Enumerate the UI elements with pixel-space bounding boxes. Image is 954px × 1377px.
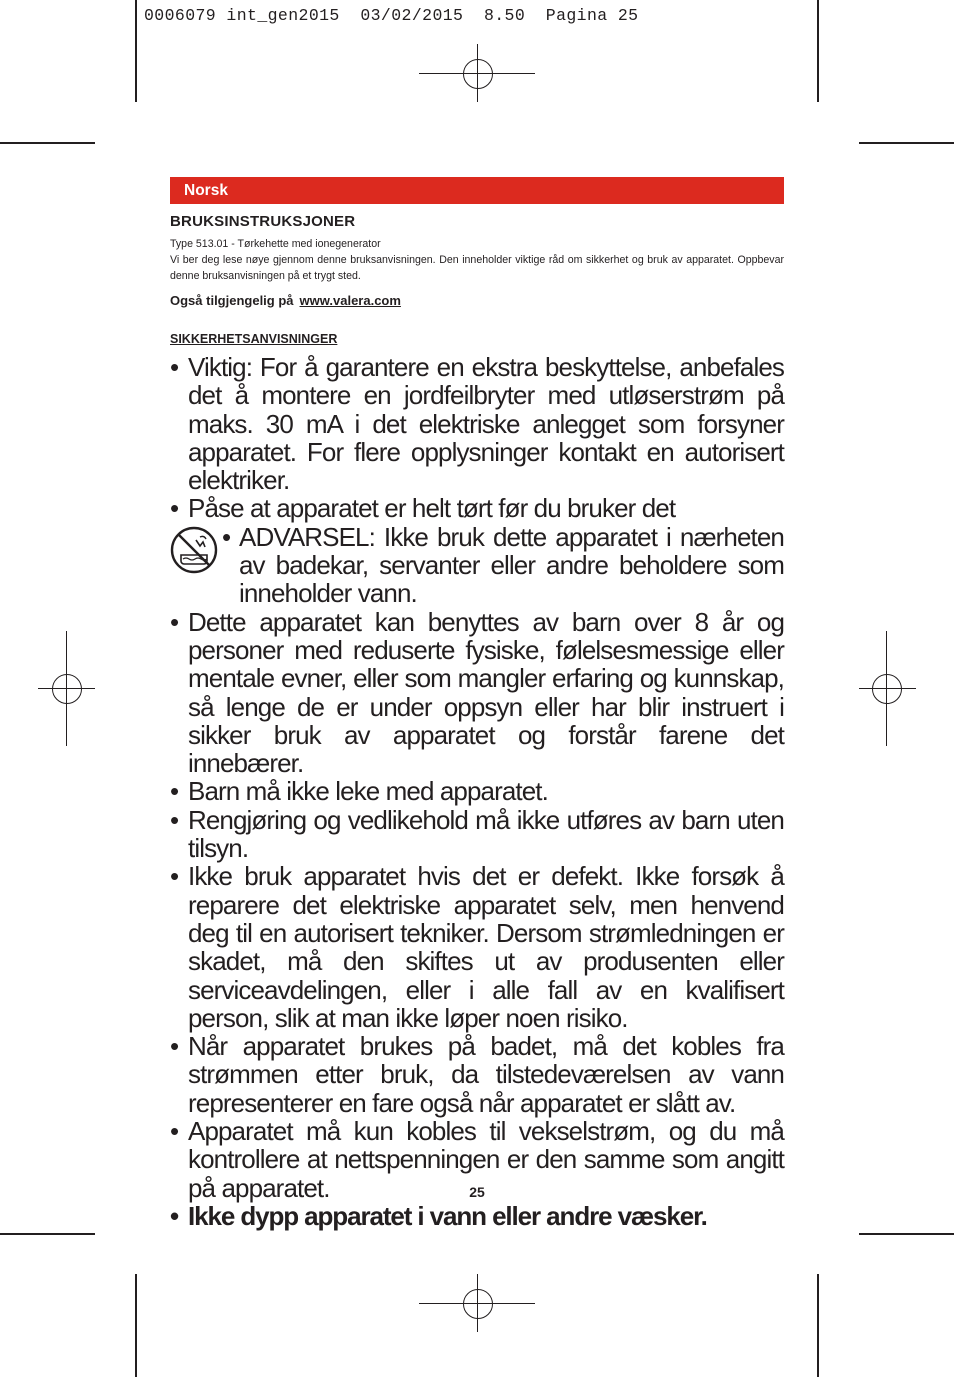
type-line: Type 513.01 - Tørkehette med ionegenerator	[170, 238, 381, 250]
no-bathtub-warning-icon	[170, 526, 218, 579]
bullet-dot: •	[170, 861, 179, 892]
website-link[interactable]: www.valera.com	[299, 293, 401, 308]
safety-bullet-item	[170, 353, 784, 494]
safety-instructions-list	[170, 353, 784, 1230]
safety-bullet-item	[170, 862, 784, 1032]
page-title: BRUKSINSTRUKSJONER	[170, 213, 356, 230]
crop-mark	[135, 1274, 137, 1377]
safety-bullet-item	[170, 523, 784, 608]
crop-mark	[0, 142, 95, 144]
bullet-dot: •	[170, 352, 179, 382]
bullet-text: Ikke bruk apparatet hvis det er defekt. Ikke forsøk å reparere det elektriske apparatet selv, men henvend deg til en autorisert tekniker. Dersom strømledningen er skadet, må den skiftes ut av produsenten eller serviceavdelingen, eller i alle fall av en kvalifisert person, slik at man ikke løper noen risiko.	[188, 861, 784, 1033]
bullet-text: Når apparatet brukes på badet, må det kobles fra strømmen etter bruk, da tilstedeværelsen av vann representerer en fare også når apparatet er slått av.	[188, 1031, 784, 1118]
availability-label: Også tilgjengelig på	[170, 293, 294, 308]
bullet-text: Dette apparatet kan benyttes av barn over 8 år og personer med reduserte fysiske, følelsesmessige eller mentale evner, eller som mangler erfaring og kunnskap, så lenge de er under oppsyn eller har blir instruert i sikker bruk av apparatet og forstår farene det innebærer.	[188, 606, 784, 779]
safety-bullet-item	[170, 777, 784, 805]
crop-mark	[817, 1274, 819, 1377]
bullet-text: ADVARSEL: Ikke bruk dette apparatet i nærheten av badekar, servanter eller andre beholdere som inneholder vann.	[239, 521, 784, 609]
bullet-text: Viktig: For å garantere en ekstra beskyttelse, anbefales det å montere en jordfeilbryter med utløserstrøm på maks. 30 mA i det elektriske anlegget som forsyner apparatet. For flere opplysninger kontakt en autorisert elektriker.	[188, 352, 784, 496]
bullet-dot: •	[170, 1116, 179, 1147]
bullet-text: Påse at apparatet er helt tørt før du bruker det	[188, 493, 676, 524]
safety-bullet-item	[170, 1032, 784, 1117]
print-slug: 0006079 int_gen2015 03/02/2015 8.50 Pagina 25	[144, 6, 639, 25]
intro-paragraph: Vi ber deg lese nøye gjennom denne bruksanvisningen. Den inneholder viktige råd om sikkerhet og bruk av apparatet. Oppbevar denne bruksanvisningen på et trygt sted.	[170, 254, 784, 282]
bullet-text: Rengjøring og vedlikehold må ikke utføres av barn uten tilsyn.	[188, 804, 784, 864]
crop-mark	[817, 0, 819, 102]
safety-bullet-item	[170, 1202, 784, 1230]
safety-bullet-item	[170, 608, 784, 778]
bullet-text: Barn må ikke leke med apparatet.	[188, 776, 548, 807]
bullet-dot: •	[170, 606, 179, 637]
safety-bullet-item	[170, 806, 784, 863]
safety-bullet-item	[170, 494, 784, 522]
bullet-dot: •	[170, 493, 179, 524]
bullet-dot: •	[170, 1200, 179, 1231]
language-bar: Norsk	[170, 177, 784, 204]
bullet-dot: •	[170, 1031, 179, 1062]
bullet-text: Ikke dypp apparatet i vann eller andre væsker.	[188, 1200, 707, 1231]
availability-line	[170, 293, 401, 308]
crop-mark	[859, 142, 954, 144]
safety-heading: SIKKERHETSANVISNINGER	[170, 332, 338, 346]
bullet-dot: •	[222, 521, 231, 552]
crop-mark	[135, 0, 137, 102]
bullet-dot: •	[170, 804, 179, 835]
page-number: 25	[469, 1184, 485, 1200]
crop-mark	[0, 1233, 95, 1235]
bullet-dot: •	[170, 776, 179, 807]
bullet-text: Apparatet må kun kobles til vekselstrøm, og du må kontrollere at nettspenningen er den samme som angitt på apparatet.	[188, 1116, 784, 1203]
crop-mark	[859, 1233, 954, 1235]
